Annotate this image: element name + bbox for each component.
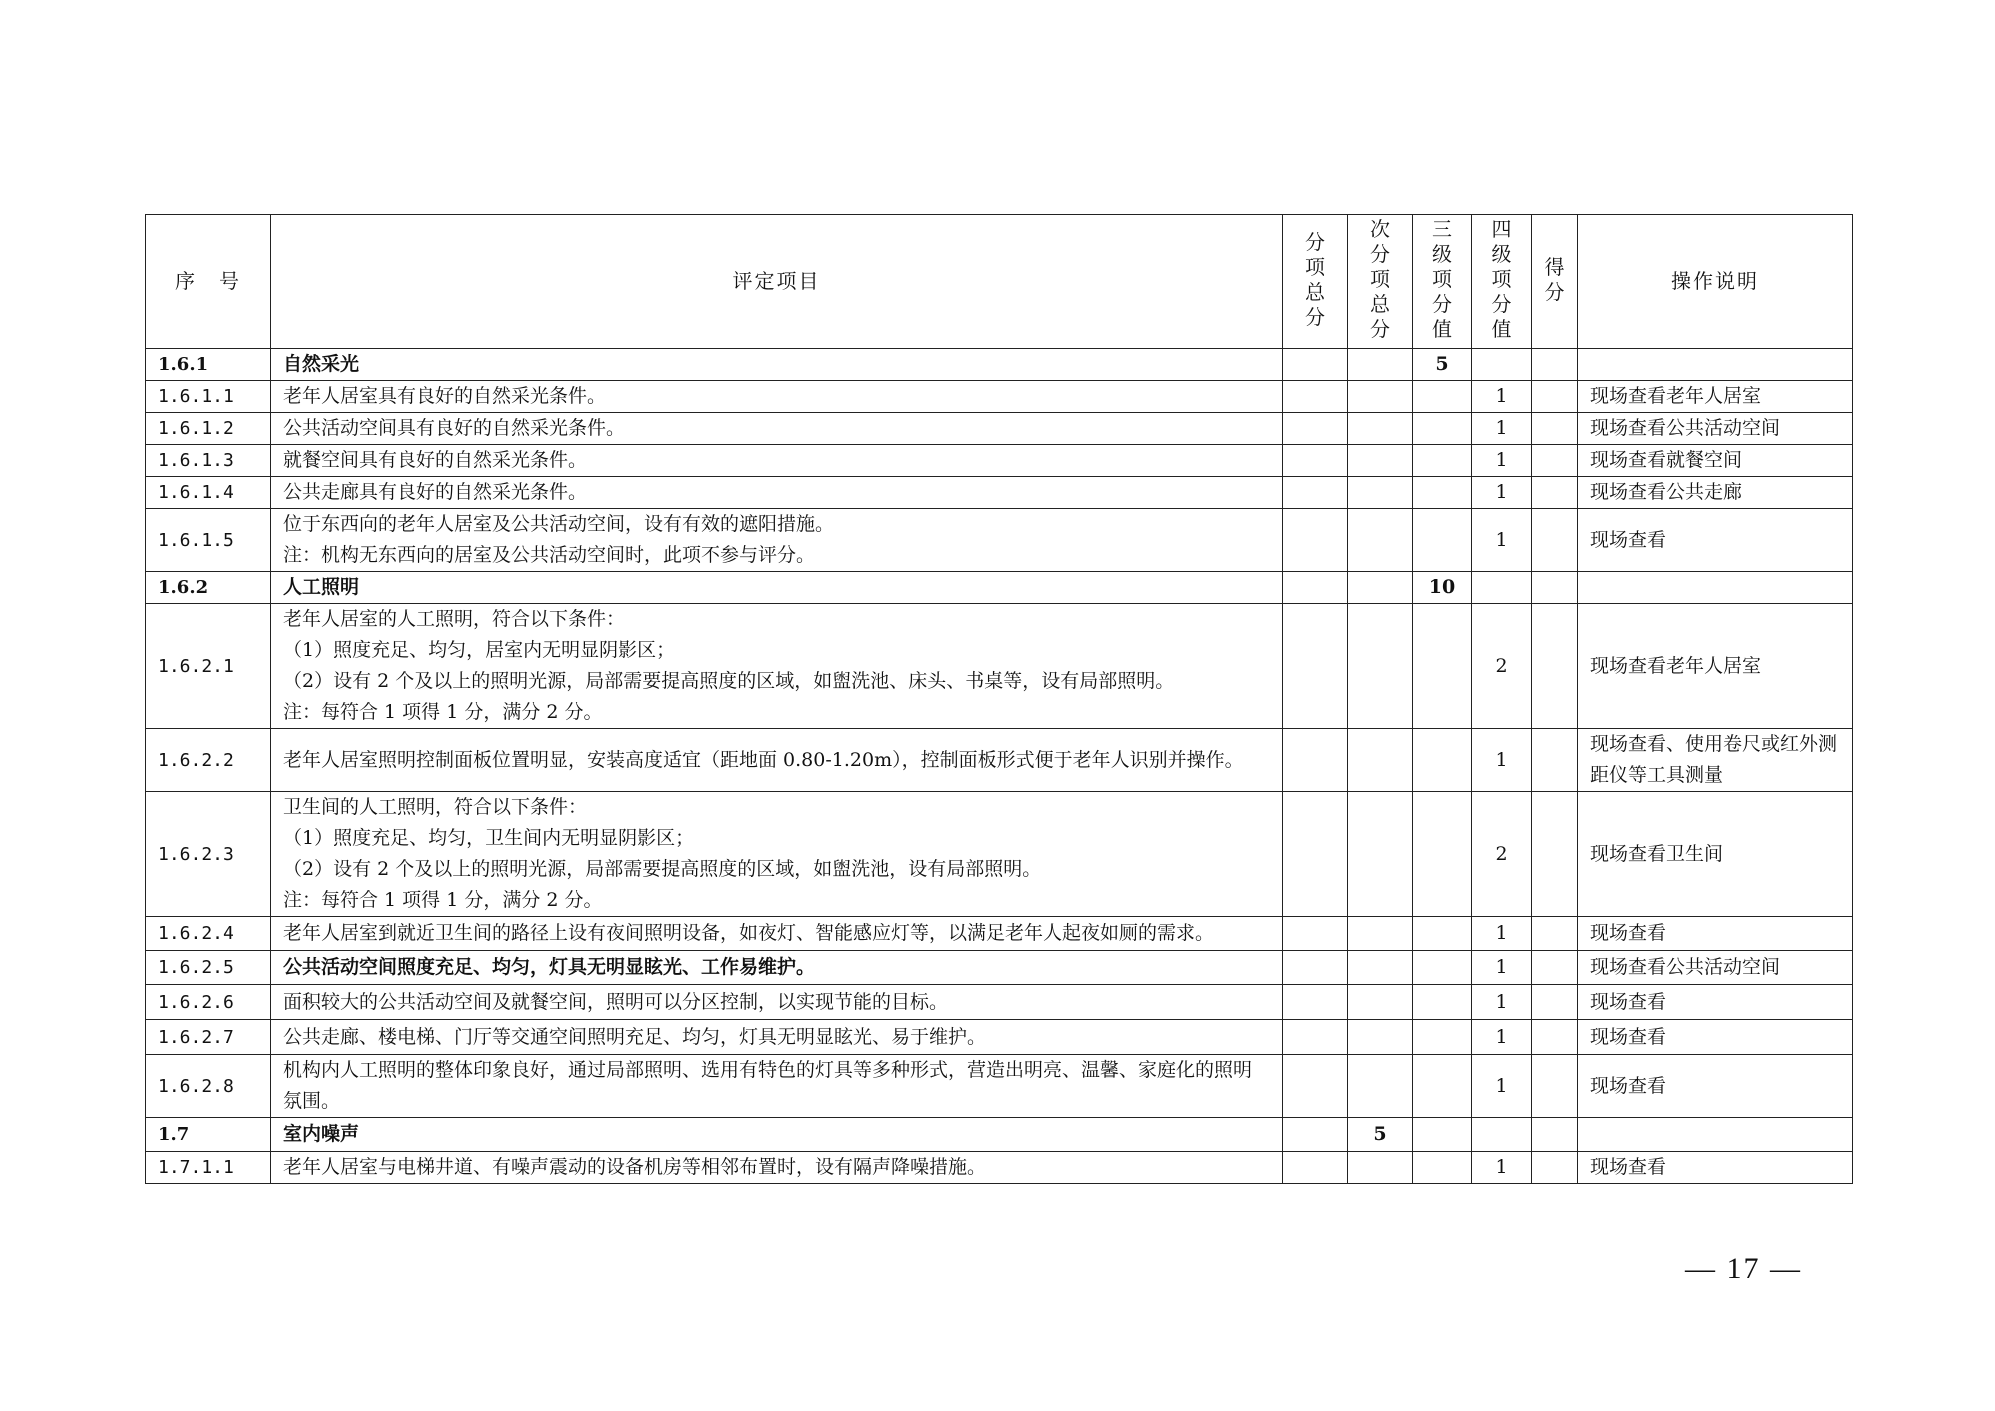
row-item: 老年人居室照明控制面板位置明显，安装高度适宜（距地面 0.80-1.20m），控制面板形式便于老年人识别并操作。 [271, 729, 1283, 792]
row-l4-score: 1 [1472, 381, 1532, 413]
row-got [1532, 381, 1578, 413]
row-got [1532, 349, 1578, 381]
row-seq: 1.6.2.7 [146, 1020, 271, 1055]
row-got [1532, 1020, 1578, 1055]
row-seq: 1.6.2.1 [146, 604, 271, 729]
row-l4-score: 1 [1472, 477, 1532, 509]
row-seq: 1.6.2.5 [146, 951, 271, 985]
row-got [1532, 729, 1578, 792]
row-seq: 1.6.1.4 [146, 477, 271, 509]
row-sub-total [1283, 413, 1348, 445]
row-item: 老年人居室到就近卫生间的路径上设有夜间照明设备，如夜灯、智能感应灯等，以满足老年人起夜如厕的需求。 [271, 917, 1283, 951]
table-row [146, 381, 1853, 413]
row-sub-total [1283, 1118, 1348, 1152]
row-l4-score: 2 [1472, 604, 1532, 729]
row-l4-score: 1 [1472, 729, 1532, 792]
row-sec-total [1348, 792, 1413, 917]
row-seq: 1.6.1.5 [146, 509, 271, 572]
row-l3-score: 10 [1413, 572, 1472, 604]
row-l4-score: 1 [1472, 413, 1532, 445]
row-l4-score: 1 [1472, 1152, 1532, 1184]
row-l4-score [1472, 1118, 1532, 1152]
row-sec-total [1348, 413, 1413, 445]
row-sub-total [1283, 477, 1348, 509]
row-seq: 1.7 [146, 1118, 271, 1152]
row-got [1532, 477, 1578, 509]
row-got [1532, 917, 1578, 951]
row-sec-total [1348, 917, 1413, 951]
row-note: 现场查看、使用卷尺或红外测距仪等工具测量 [1578, 729, 1853, 792]
row-sub-total [1283, 1152, 1348, 1184]
row-sec-total [1348, 604, 1413, 729]
row-item: 公共走廊具有良好的自然采光条件。 [271, 477, 1283, 509]
row-note: 现场查看卫生间 [1578, 792, 1853, 917]
row-got [1532, 604, 1578, 729]
row-sec-total [1348, 951, 1413, 985]
row-seq: 1.6.2.4 [146, 917, 271, 951]
row-sub-total [1283, 792, 1348, 917]
table-row [146, 1020, 1853, 1055]
row-l4-score: 1 [1472, 509, 1532, 572]
row-sub-total [1283, 1055, 1348, 1118]
section-row [146, 1118, 1853, 1152]
row-seq: 1.6.2 [146, 572, 271, 604]
header-got: 得分 [1532, 215, 1578, 349]
row-note: 现场查看 [1578, 1020, 1853, 1055]
row-seq: 1.6.2.2 [146, 729, 271, 792]
row-l4-score: 1 [1472, 951, 1532, 985]
row-item: 卫生间的人工照明，符合以下条件： （1）照度充足、均匀，卫生间内无明显阴影区； （2）设有 2 个及以上的照明光源，局部需要提高照度的区域，如盥洗池，设有局部照明。 注：每符合 1 项得 1 分，满分 2 分。 [271, 792, 1283, 917]
header-sec-total: 次分项总分 [1348, 215, 1413, 349]
row-l3-score [1413, 381, 1472, 413]
row-sub-total [1283, 729, 1348, 792]
row-sec-total [1348, 349, 1413, 381]
row-got [1532, 1055, 1578, 1118]
row-l3-score [1413, 729, 1472, 792]
row-sec-total [1348, 729, 1413, 792]
row-sub-total [1283, 445, 1348, 477]
row-item: 老年人居室的人工照明，符合以下条件： （1）照度充足、均匀，居室内无明显阴影区； （2）设有 2 个及以上的照明光源，局部需要提高照度的区域，如盥洗池、床头、书桌等，设有局部照明。 注：每符合 1 项得 1 分，满分 2 分。 [271, 604, 1283, 729]
row-l4-score [1472, 349, 1532, 381]
header-note: 操作说明 [1578, 215, 1853, 349]
section-row [146, 572, 1853, 604]
header-l3-score: 三级项分值 [1413, 215, 1472, 349]
row-note: 现场查看公共走廊 [1578, 477, 1853, 509]
row-got [1532, 792, 1578, 917]
row-l3-score: 5 [1413, 349, 1472, 381]
header-seq: 序 号 [146, 215, 271, 349]
row-sub-total [1283, 572, 1348, 604]
row-sub-total [1283, 917, 1348, 951]
row-l3-score [1413, 985, 1472, 1020]
row-got [1532, 509, 1578, 572]
row-note: 现场查看 [1578, 985, 1853, 1020]
row-got [1532, 951, 1578, 985]
evaluation-table [145, 214, 1853, 1184]
row-sub-total [1283, 509, 1348, 572]
row-sec-total [1348, 381, 1413, 413]
row-l3-score [1413, 951, 1472, 985]
row-note: 现场查看 [1578, 1152, 1853, 1184]
row-note [1578, 572, 1853, 604]
table-row [146, 792, 1853, 917]
row-got [1532, 445, 1578, 477]
row-sec-total [1348, 572, 1413, 604]
row-l3-score [1413, 1020, 1472, 1055]
row-l4-score [1472, 572, 1532, 604]
header-item: 评定项目 [271, 215, 1283, 349]
row-l4-score: 1 [1472, 917, 1532, 951]
row-sub-total [1283, 1020, 1348, 1055]
row-item: 室内噪声 [271, 1118, 1283, 1152]
row-note: 现场查看老年人居室 [1578, 381, 1853, 413]
row-item: 老年人居室与电梯井道、有噪声震动的设备机房等相邻布置时，设有隔声降噪措施。 [271, 1152, 1283, 1184]
table-row [146, 509, 1853, 572]
table-row [146, 1055, 1853, 1118]
row-got [1532, 1152, 1578, 1184]
table-row [146, 413, 1853, 445]
page-number: — 17 — [1685, 1252, 1802, 1285]
row-item: 自然采光 [271, 349, 1283, 381]
row-got [1532, 572, 1578, 604]
row-seq: 1.6.2.6 [146, 985, 271, 1020]
row-sec-total [1348, 1020, 1413, 1055]
row-note: 现场查看就餐空间 [1578, 445, 1853, 477]
row-item: 位于东西向的老年人居室及公共活动空间，设有有效的遮阳措施。 注：机构无东西向的居室及公共活动空间时，此项不参与评分。 [271, 509, 1283, 572]
row-sec-total [1348, 509, 1413, 572]
header-sub-total: 分项总分 [1283, 215, 1348, 349]
row-l3-score [1413, 792, 1472, 917]
row-sec-total [1348, 1152, 1413, 1184]
table-row [146, 1152, 1853, 1184]
row-sec-total [1348, 1055, 1413, 1118]
row-got [1532, 985, 1578, 1020]
row-sec-total: 5 [1348, 1118, 1413, 1152]
row-item: 公共活动空间照度充足、均匀，灯具无明显眩光、工作易维护。 [271, 951, 1283, 985]
row-got [1532, 1118, 1578, 1152]
table-row [146, 604, 1853, 729]
table-row [146, 985, 1853, 1020]
row-item: 就餐空间具有良好的自然采光条件。 [271, 445, 1283, 477]
row-seq: 1.6.2.8 [146, 1055, 271, 1118]
row-note: 现场查看公共活动空间 [1578, 413, 1853, 445]
row-l3-score [1413, 477, 1472, 509]
table-row [146, 951, 1853, 985]
row-note: 现场查看 [1578, 1055, 1853, 1118]
row-l3-score [1413, 604, 1472, 729]
row-seq: 1.6.2.3 [146, 792, 271, 917]
row-sec-total [1348, 477, 1413, 509]
row-note [1578, 349, 1853, 381]
row-seq: 1.6.1.2 [146, 413, 271, 445]
row-l4-score: 1 [1472, 1055, 1532, 1118]
section-row [146, 349, 1853, 381]
table-row [146, 477, 1853, 509]
row-note: 现场查看 [1578, 509, 1853, 572]
row-l3-score [1413, 1118, 1472, 1152]
row-l4-score: 1 [1472, 1020, 1532, 1055]
row-sub-total [1283, 951, 1348, 985]
row-seq: 1.7.1.1 [146, 1152, 271, 1184]
row-item: 老年人居室具有良好的自然采光条件。 [271, 381, 1283, 413]
table-header-row [146, 215, 1853, 349]
row-seq: 1.6.1 [146, 349, 271, 381]
row-l4-score: 2 [1472, 792, 1532, 917]
table-row [146, 445, 1853, 477]
row-seq: 1.6.1.1 [146, 381, 271, 413]
row-item: 面积较大的公共活动空间及就餐空间，照明可以分区控制，以实现节能的目标。 [271, 985, 1283, 1020]
row-l3-score [1413, 445, 1472, 477]
row-l3-score [1413, 1055, 1472, 1118]
row-sub-total [1283, 349, 1348, 381]
row-item: 公共走廊、楼电梯、门厅等交通空间照明充足、均匀，灯具无明显眩光、易于维护。 [271, 1020, 1283, 1055]
row-sub-total [1283, 381, 1348, 413]
table-row [146, 917, 1853, 951]
row-sub-total [1283, 604, 1348, 729]
row-l4-score: 1 [1472, 445, 1532, 477]
row-item: 公共活动空间具有良好的自然采光条件。 [271, 413, 1283, 445]
row-l3-score [1413, 1152, 1472, 1184]
row-l3-score [1413, 509, 1472, 572]
row-l4-score: 1 [1472, 985, 1532, 1020]
row-item: 人工照明 [271, 572, 1283, 604]
header-l4-score: 四级项分值 [1472, 215, 1532, 349]
row-sec-total [1348, 985, 1413, 1020]
row-note: 现场查看老年人居室 [1578, 604, 1853, 729]
row-sub-total [1283, 985, 1348, 1020]
row-seq: 1.6.1.3 [146, 445, 271, 477]
row-item: 机构内人工照明的整体印象良好，通过局部照明、选用有特色的灯具等多种形式，营造出明亮、温馨、家庭化的照明氛围。 [271, 1055, 1283, 1118]
row-note: 现场查看 [1578, 917, 1853, 951]
row-note: 现场查看公共活动空间 [1578, 951, 1853, 985]
row-got [1532, 413, 1578, 445]
row-note [1578, 1118, 1853, 1152]
row-l3-score [1413, 413, 1472, 445]
row-l3-score [1413, 917, 1472, 951]
row-sec-total [1348, 445, 1413, 477]
table-row [146, 729, 1853, 792]
